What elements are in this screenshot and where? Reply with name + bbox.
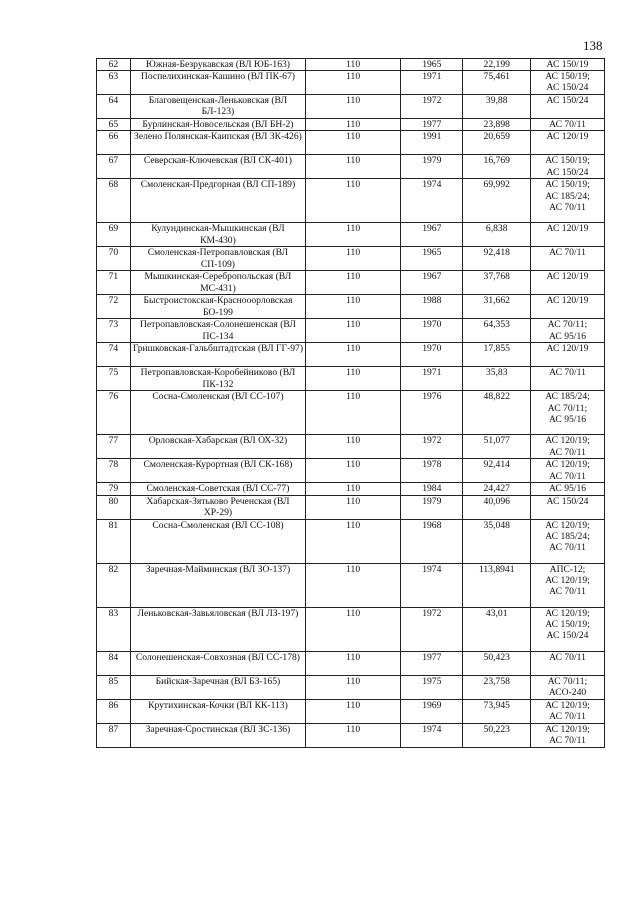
table-row <box>97 59 605 71</box>
wire-type <box>531 675 605 699</box>
line-length: 40,096 <box>463 495 531 519</box>
line-length: 23,758 <box>463 675 531 699</box>
line-length: 24,427 <box>463 483 531 495</box>
row-number: 87 <box>97 723 131 747</box>
wire-type <box>531 367 605 391</box>
wire-type <box>531 95 605 119</box>
table-row <box>97 651 605 675</box>
wire-type-line: АС 70/11 <box>549 734 586 746</box>
line-length: 39,88 <box>463 95 531 119</box>
wire-type-line: АС 150/19 <box>546 59 589 70</box>
commission-year: 1977 <box>401 119 463 131</box>
wire-type-line: АС 150/24 <box>546 166 589 178</box>
wire-type-line: АС 120/19; <box>545 435 590 447</box>
commission-year: 1976 <box>401 391 463 435</box>
wire-type-line: АС 150/19; <box>545 71 590 83</box>
table-row <box>97 607 605 651</box>
commission-year: 1965 <box>401 247 463 271</box>
table-row <box>97 119 605 131</box>
commission-year: 1967 <box>401 271 463 295</box>
table-row <box>97 295 605 319</box>
voltage-value: 110 <box>306 343 401 367</box>
wire-type-line: АС 120/19; <box>545 723 590 735</box>
row-number: 65 <box>97 119 131 131</box>
power-lines-table <box>96 58 605 748</box>
wire-type <box>531 723 605 747</box>
line-name: Зелено Полянская-Каипская (ВЛ ЗК-426) <box>130 131 305 155</box>
wire-type <box>531 119 605 131</box>
commission-year: 1968 <box>401 519 463 563</box>
wire-type-line: АС 70/11; <box>547 319 588 331</box>
line-length: 37,768 <box>463 271 531 295</box>
voltage-value: 110 <box>306 295 401 319</box>
line-name: Гришковская-Гальбштадтская (ВЛ ГГ-97) <box>130 343 305 367</box>
wire-type-line: АС 150/24 <box>546 82 589 94</box>
voltage-value: 110 <box>306 319 401 343</box>
voltage-value: 110 <box>306 155 401 179</box>
line-length: 64,353 <box>463 319 531 343</box>
line-name: Северская-Ключевская (ВЛ СК-401) <box>130 155 305 179</box>
commission-year: 1979 <box>401 495 463 519</box>
wire-type <box>531 131 605 155</box>
line-length: 73,945 <box>463 699 531 723</box>
wire-type-line: АС 95/16 <box>548 413 587 425</box>
table-row <box>97 343 605 367</box>
line-length: 31,662 <box>463 295 531 319</box>
wire-type <box>531 247 605 271</box>
wire-type-line: АС 120/19; <box>545 699 590 711</box>
voltage-value: 110 <box>306 699 401 723</box>
row-number: 69 <box>97 223 131 247</box>
wire-type-line: АС 120/19; <box>545 574 590 586</box>
line-name: Быстроистокская-Краснооорловская БО-199 <box>130 295 305 319</box>
voltage-value: 110 <box>306 723 401 747</box>
row-number: 76 <box>97 391 131 435</box>
row-number: 63 <box>97 71 131 95</box>
wire-type-line: АС 150/19; <box>545 618 590 630</box>
wire-type-line: АС 70/11 <box>549 119 586 131</box>
voltage-value: 110 <box>306 483 401 495</box>
line-length: 6,838 <box>463 223 531 247</box>
line-length: 35,83 <box>463 367 531 391</box>
row-number: 74 <box>97 343 131 367</box>
voltage-value: 110 <box>306 59 401 71</box>
row-number: 75 <box>97 367 131 391</box>
wire-type-line: АС 120/19; <box>545 607 590 619</box>
voltage-value: 110 <box>306 459 401 483</box>
table-row <box>97 675 605 699</box>
table-row <box>97 459 605 483</box>
commission-year: 1970 <box>401 343 463 367</box>
commission-year: 1974 <box>401 563 463 607</box>
voltage-value: 110 <box>306 119 401 131</box>
wire-type-line: АС 150/24 <box>546 630 589 642</box>
row-number: 73 <box>97 319 131 343</box>
wire-type <box>531 435 605 459</box>
voltage-value: 110 <box>306 435 401 459</box>
line-name: Южная-Безрукавская (ВЛ ЮБ-163) <box>130 59 305 71</box>
wire-type-line: АС 70/11 <box>549 586 586 598</box>
wire-type-line: АС 120/19 <box>546 295 589 307</box>
wire-type <box>531 651 605 675</box>
line-length: 50,223 <box>463 723 531 747</box>
commission-year: 1988 <box>401 295 463 319</box>
table-row <box>97 131 605 155</box>
line-length: 48,822 <box>463 391 531 435</box>
commission-year: 1975 <box>401 675 463 699</box>
wire-type-line: АС 70/11 <box>549 710 586 722</box>
line-length: 69,992 <box>463 179 531 223</box>
line-name: Петропавловская-Коробейниково (ВЛ ПК-132 <box>130 367 305 391</box>
row-number: 80 <box>97 495 131 519</box>
table-row <box>97 271 605 295</box>
voltage-value: 110 <box>306 247 401 271</box>
line-name: Солонешенская-Совхозная (ВЛ СС-178) <box>130 651 305 675</box>
page-number: 138 <box>583 38 603 53</box>
table-row <box>97 367 605 391</box>
wire-type <box>531 519 605 563</box>
line-name: Смоленская-Петропавловская (ВЛ СП-109) <box>130 247 305 271</box>
table-row <box>97 223 605 247</box>
wire-type-line: АС 120/19; <box>545 459 590 471</box>
voltage-value: 110 <box>306 179 401 223</box>
line-name: Поспелихинская-Кашино (ВЛ ПК-67) <box>130 71 305 95</box>
line-length: 92,414 <box>463 459 531 483</box>
line-length: 75,461 <box>463 71 531 95</box>
line-length: 22,199 <box>463 59 531 71</box>
line-name: Бурлинская-Новосельская (ВЛ БН-2) <box>130 119 305 131</box>
row-number: 71 <box>97 271 131 295</box>
row-number: 83 <box>97 607 131 651</box>
wire-type <box>531 71 605 95</box>
row-number: 84 <box>97 651 131 675</box>
wire-type <box>531 563 605 607</box>
commission-year: 1974 <box>401 179 463 223</box>
table-body <box>97 59 605 748</box>
voltage-value: 110 <box>306 95 401 119</box>
line-name: Смоленская-Курортная (ВЛ СК-168) <box>130 459 305 483</box>
line-name: Сосна-Смоленская (ВЛ СС-107) <box>130 391 305 435</box>
line-length: 92,418 <box>463 247 531 271</box>
wire-type <box>531 59 605 71</box>
wire-type-line: АС 70/11 <box>549 651 586 663</box>
line-name: Орловская-Хабарская (ВЛ ОХ-32) <box>130 435 305 459</box>
row-number: 66 <box>97 131 131 155</box>
wire-type-line: АС 150/24 <box>546 495 589 507</box>
commission-year: 1969 <box>401 699 463 723</box>
table-row <box>97 519 605 563</box>
row-number: 82 <box>97 563 131 607</box>
row-number: 62 <box>97 59 131 71</box>
wire-type-line: АСО-240 <box>548 686 587 698</box>
row-number: 85 <box>97 675 131 699</box>
table-row <box>97 699 605 723</box>
voltage-value: 110 <box>306 563 401 607</box>
commission-year: 1972 <box>401 435 463 459</box>
voltage-value: 110 <box>306 71 401 95</box>
table-row <box>97 483 605 495</box>
row-number: 81 <box>97 519 131 563</box>
line-length: 43,01 <box>463 607 531 651</box>
voltage-value: 110 <box>306 651 401 675</box>
voltage-value: 110 <box>306 367 401 391</box>
wire-type-line: АС 120/19 <box>546 223 589 235</box>
wire-type-line: АС 70/11 <box>549 201 586 213</box>
wire-type-line: АС 150/24 <box>546 95 589 107</box>
table-row <box>97 723 605 747</box>
voltage-value: 110 <box>306 391 401 435</box>
wire-type <box>531 271 605 295</box>
commission-year: 1972 <box>401 95 463 119</box>
line-length: 51,077 <box>463 435 531 459</box>
line-length: 35,048 <box>463 519 531 563</box>
commission-year: 1971 <box>401 367 463 391</box>
voltage-value: 110 <box>306 271 401 295</box>
wire-type <box>531 607 605 651</box>
line-length: 113,8941 <box>463 563 531 607</box>
row-number: 78 <box>97 459 131 483</box>
wire-type-line: АС 70/11 <box>549 446 586 458</box>
wire-type-line: АС 120/19 <box>546 271 589 283</box>
wire-type <box>531 699 605 723</box>
line-name: Леньковская-Завьяловская (ВЛ ЛЗ-197) <box>130 607 305 651</box>
wire-type-line: АС 120/19 <box>546 343 589 355</box>
wire-type-line: АС 70/11 <box>549 542 586 554</box>
voltage-value: 110 <box>306 223 401 247</box>
voltage-value: 110 <box>306 675 401 699</box>
line-length: 20,659 <box>463 131 531 155</box>
wire-type-line: АС 95/16 <box>548 330 587 342</box>
commission-year: 1979 <box>401 155 463 179</box>
voltage-value: 110 <box>306 131 401 155</box>
line-length: 17,855 <box>463 343 531 367</box>
table-row <box>97 495 605 519</box>
commission-year: 1991 <box>401 131 463 155</box>
table-row <box>97 71 605 95</box>
voltage-value: 110 <box>306 495 401 519</box>
wire-type-line: АС 120/19 <box>546 131 589 143</box>
wire-type-line: АС 150/19; <box>545 155 590 167</box>
wire-type <box>531 343 605 367</box>
voltage-value: 110 <box>306 519 401 563</box>
wire-type-line: АС 70/11 <box>549 247 586 259</box>
row-number: 70 <box>97 247 131 271</box>
table-row <box>97 179 605 223</box>
wire-type-line: АС 70/11; <box>547 402 588 414</box>
wire-type <box>531 319 605 343</box>
table-row <box>97 247 605 271</box>
commission-year: 1971 <box>401 71 463 95</box>
wire-type <box>531 459 605 483</box>
commission-year: 1977 <box>401 651 463 675</box>
line-length: 16,769 <box>463 155 531 179</box>
row-number: 77 <box>97 435 131 459</box>
line-name: Смоленская-Предгорная (ВЛ СП-189) <box>130 179 305 223</box>
table-row <box>97 391 605 435</box>
line-name: Сосна-Смоленская (ВЛ СС-108) <box>130 519 305 563</box>
line-name: Заречная-Майминская (ВЛ ЗО-137) <box>130 563 305 607</box>
wire-type-line: АС 70/11; <box>547 675 588 687</box>
line-name: Благовещенская-Леньковская (ВЛ БЛ-123) <box>130 95 305 119</box>
line-name: Кулундинская-Мышкинская (ВЛ КМ-430) <box>130 223 305 247</box>
row-number: 86 <box>97 699 131 723</box>
table-row <box>97 155 605 179</box>
commission-year: 1965 <box>401 59 463 71</box>
row-number: 72 <box>97 295 131 319</box>
line-name: Смоленская-Советская (ВЛ СС-77) <box>130 483 305 495</box>
wire-type-line: АС 95/16 <box>548 483 587 495</box>
line-name: Бийская-Заречная (ВЛ БЗ-165) <box>130 675 305 699</box>
wire-type <box>531 483 605 495</box>
line-length: 23,898 <box>463 119 531 131</box>
line-name: Заречная-Сростинская (ВЛ ЗС-136) <box>130 723 305 747</box>
wire-type-line: АПС-12; <box>549 563 586 575</box>
wire-type <box>531 295 605 319</box>
line-name: Хабарская-Зятьково Реченская (ВЛ ХР-29) <box>130 495 305 519</box>
table-row <box>97 563 605 607</box>
wire-type-line: АС 185/24; <box>545 391 590 403</box>
wire-type-line: АС 185/24; <box>545 530 590 542</box>
commission-year: 1967 <box>401 223 463 247</box>
commission-year: 1970 <box>401 319 463 343</box>
row-number: 67 <box>97 155 131 179</box>
wire-type-line: АС 70/11 <box>549 367 586 379</box>
row-number: 68 <box>97 179 131 223</box>
wire-type-line: АС 150/19; <box>545 179 590 191</box>
wire-type-line: АС 70/11 <box>549 470 586 482</box>
wire-type <box>531 391 605 435</box>
commission-year: 1974 <box>401 723 463 747</box>
wire-type <box>531 495 605 519</box>
table-row <box>97 95 605 119</box>
table-row <box>97 435 605 459</box>
commission-year: 1972 <box>401 607 463 651</box>
line-name: Петропавловская-Солонешенская (ВЛ ПС-134 <box>130 319 305 343</box>
table-row <box>97 319 605 343</box>
wire-type <box>531 155 605 179</box>
line-name: Мышкинская-Серебропольская (ВЛ МС-431) <box>130 271 305 295</box>
wire-type <box>531 179 605 223</box>
wire-type-line: АС 185/24; <box>545 190 590 202</box>
wire-type <box>531 223 605 247</box>
row-number: 64 <box>97 95 131 119</box>
wire-type-line: АС 120/19; <box>545 519 590 531</box>
commission-year: 1978 <box>401 459 463 483</box>
line-length: 50,423 <box>463 651 531 675</box>
line-name: Крутихинская-Кочки (ВЛ КК-113) <box>130 699 305 723</box>
voltage-value: 110 <box>306 607 401 651</box>
row-number: 79 <box>97 483 131 495</box>
commission-year: 1984 <box>401 483 463 495</box>
